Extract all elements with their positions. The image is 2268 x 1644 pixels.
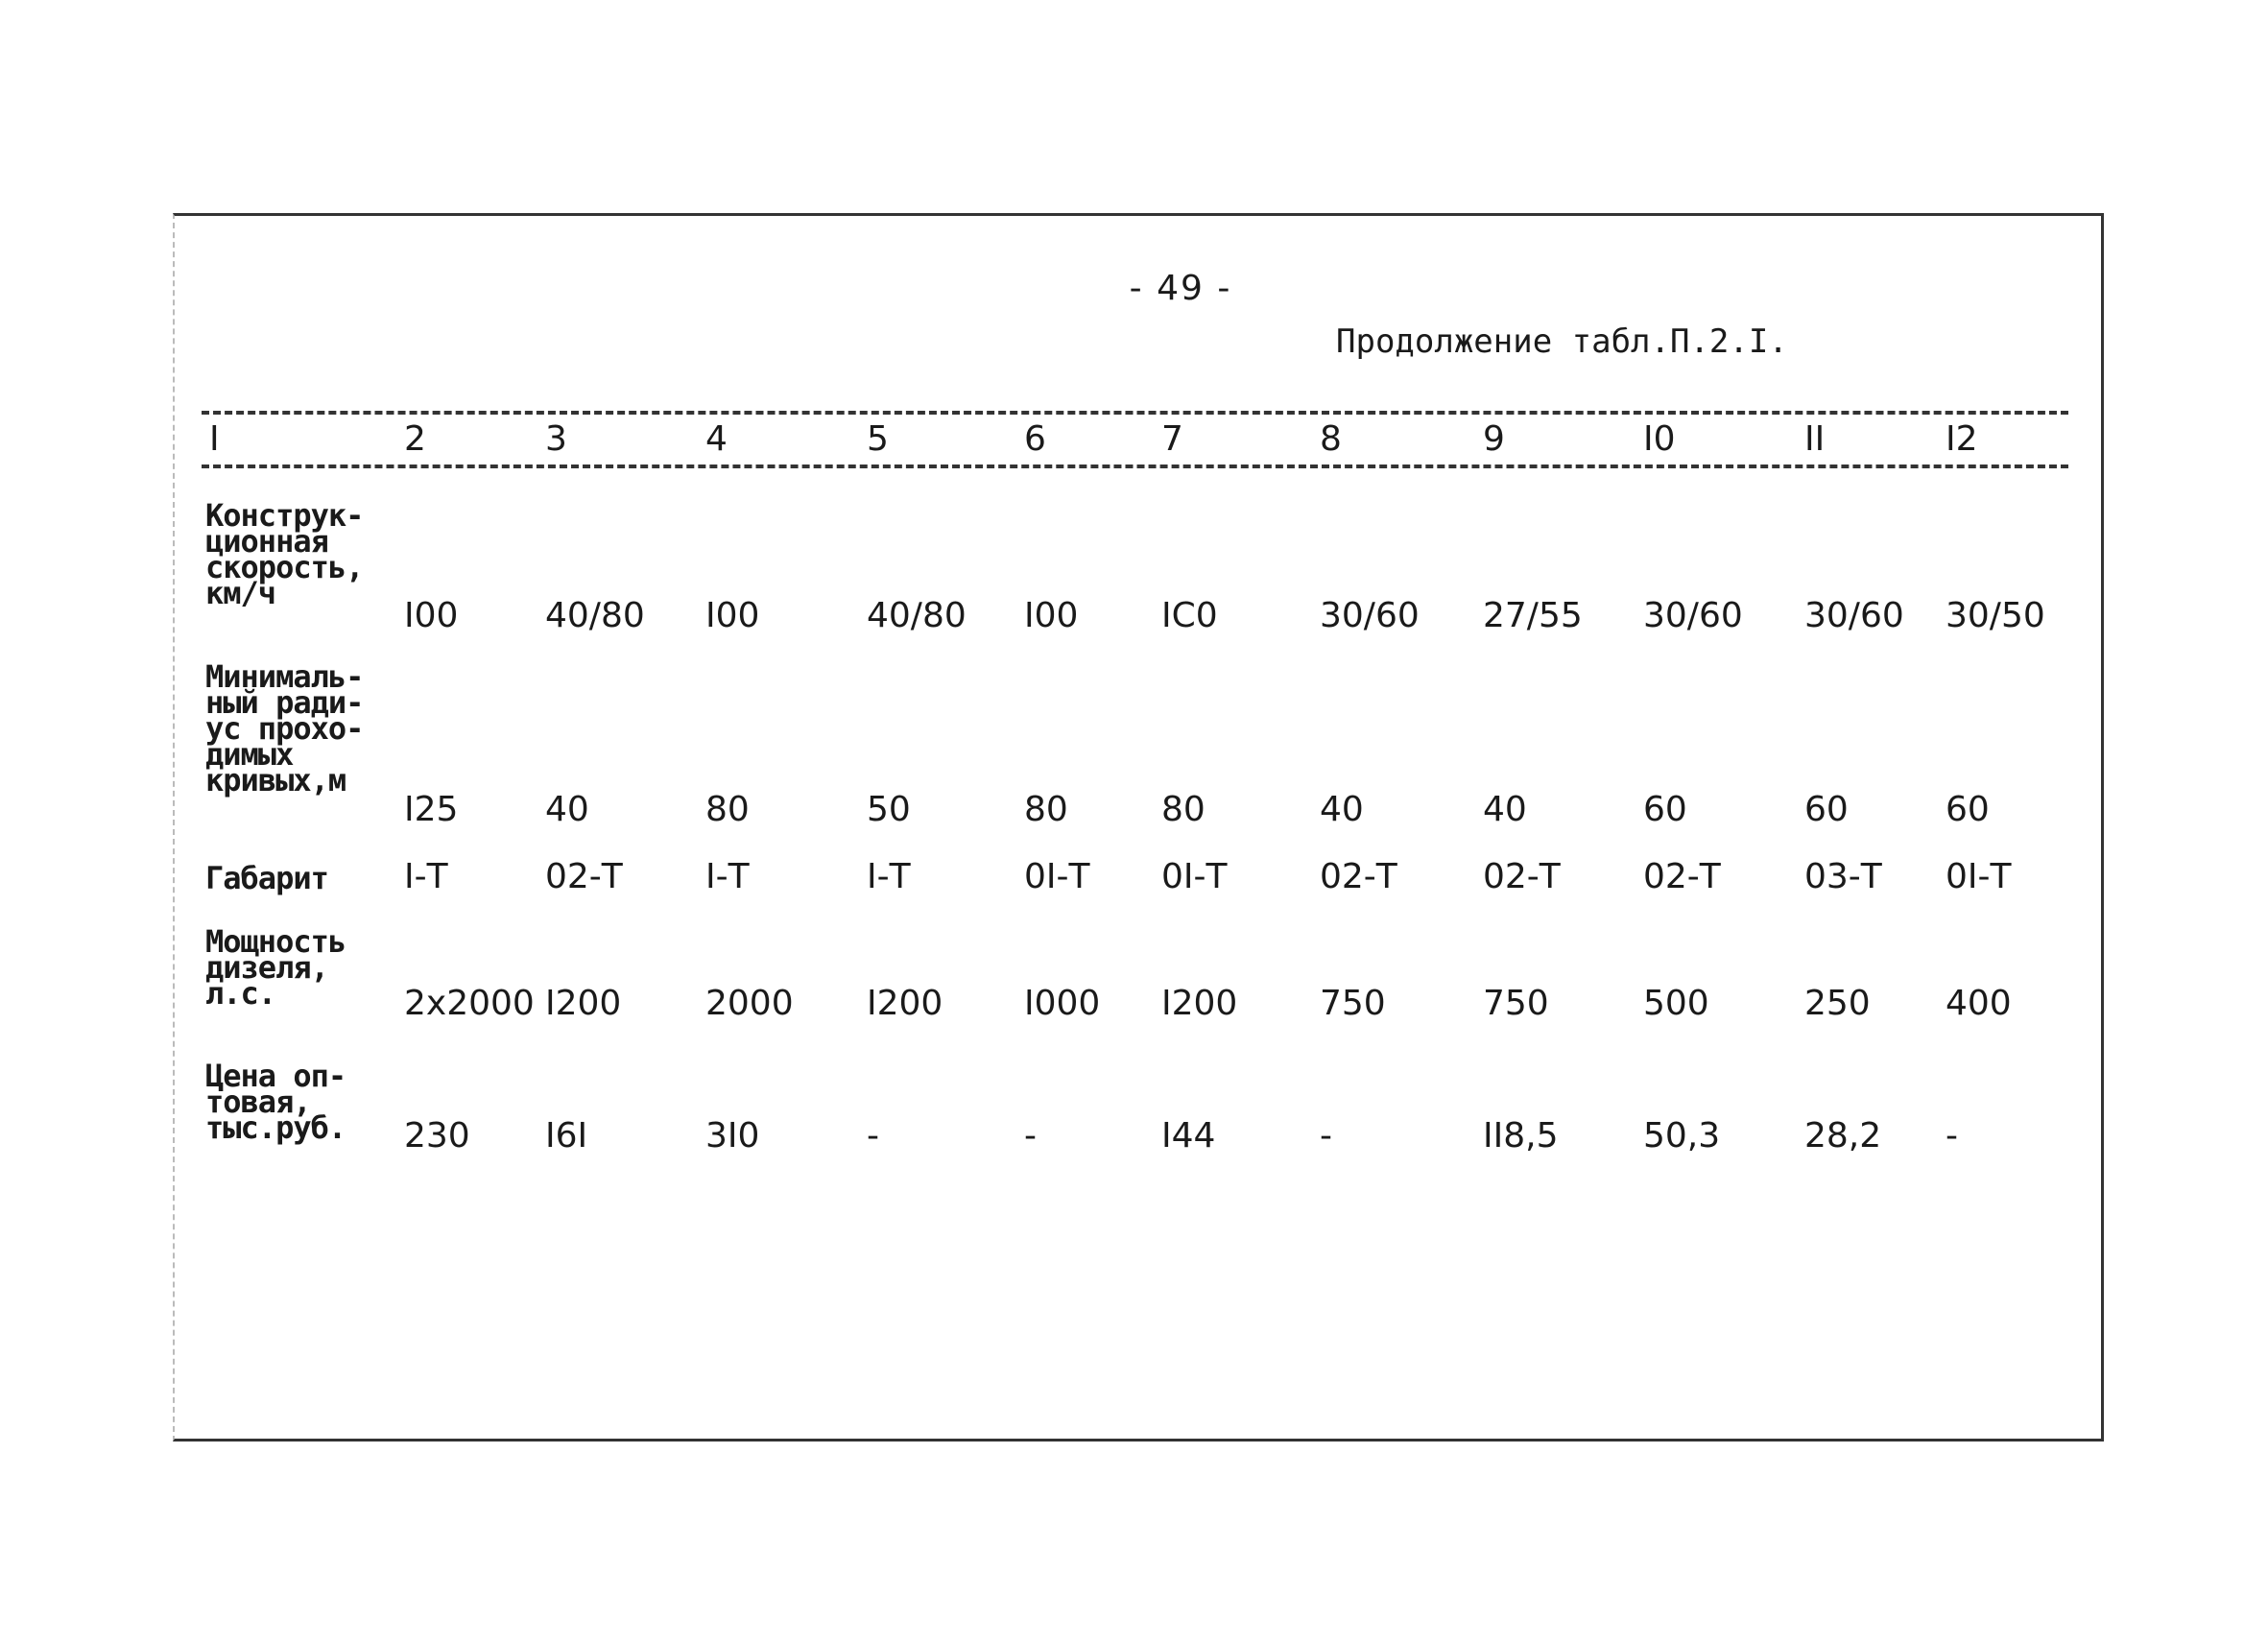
table-cell: I200 (867, 984, 943, 1023)
table-cell: 80 (1024, 790, 1068, 829)
table-cell: 2х2000 (404, 984, 535, 1023)
column-number-1: I (209, 419, 220, 459)
row-label-price: Цена оп- товая, тыс.руб. (205, 1058, 346, 1146)
table-cell: 250 (1804, 984, 1871, 1023)
row-label-gauge: Габарит (205, 860, 328, 896)
table-cell: - (1946, 1116, 1958, 1156)
header-top-rule (202, 411, 2068, 415)
column-number-2: 2 (404, 419, 426, 459)
table-caption: Продолжение табл.П.2.I. (1336, 322, 1788, 361)
column-number-12: I2 (1946, 419, 1978, 459)
table-cell: 40 (1483, 790, 1527, 829)
table-cell: I6I (545, 1116, 588, 1156)
table-cell: I00 (705, 596, 760, 635)
table-cell: II8,5 (1483, 1116, 1559, 1156)
table-cell: - (1320, 1116, 1332, 1156)
table-cell: I00 (404, 596, 459, 635)
table-cell: 80 (705, 790, 750, 829)
table-cell: I44 (1161, 1116, 1216, 1156)
table-cell: 02-Т (1320, 857, 1397, 896)
table-cell: 0I-Т (1024, 857, 1090, 896)
column-number-3: 3 (545, 419, 567, 459)
table-cell: 3I0 (705, 1116, 760, 1156)
row-label-design-speed: Конструк- ционная скорость, км/ч (205, 497, 364, 611)
table-cell: 400 (1946, 984, 2012, 1023)
table-cell: 80 (1161, 790, 1206, 829)
table-cell: 230 (404, 1116, 470, 1156)
table-cell: 500 (1643, 984, 1709, 1023)
column-number-11: II (1804, 419, 1826, 459)
row-label-diesel-power: Мощность дизеля, л.с. (205, 923, 346, 1012)
table-cell: 30/50 (1946, 596, 2045, 635)
column-number-9: 9 (1483, 419, 1505, 459)
table-cell: I25 (404, 790, 459, 829)
table-cell: I000 (1024, 984, 1101, 1023)
table-cell: I200 (545, 984, 622, 1023)
table-cell: 02-Т (1483, 857, 1561, 896)
table-cell: 30/60 (1804, 596, 1904, 635)
table-cell: I00 (1024, 596, 1079, 635)
row-label-min-radius: Минималь- ный ради- ус прохо- димых кривых,м (205, 658, 364, 798)
table-cell: 30/60 (1320, 596, 1420, 635)
table-cell: 50,3 (1643, 1116, 1721, 1156)
column-number-6: 6 (1024, 419, 1046, 459)
table-cell: 03-Т (1804, 857, 1882, 896)
table-cell: 40/80 (545, 596, 645, 635)
table-cell: 60 (1643, 790, 1687, 829)
table-cell: 40 (1320, 790, 1364, 829)
table-cell: I200 (1161, 984, 1238, 1023)
header-bottom-rule (202, 465, 2068, 468)
table-cell: I-Т (705, 857, 750, 896)
table-cell: 30/60 (1643, 596, 1743, 635)
table-cell: 60 (1804, 790, 1849, 829)
table-cell: 0I-Т (1161, 857, 1228, 896)
table-cell: 2000 (705, 984, 794, 1023)
table-cell: 50 (867, 790, 911, 829)
table-cell: 02-Т (1643, 857, 1721, 896)
column-number-8: 8 (1320, 419, 1342, 459)
table-cell: 60 (1946, 790, 1990, 829)
table-cell: - (1024, 1116, 1037, 1156)
table-cell: 27/55 (1483, 596, 1583, 635)
column-number-4: 4 (705, 419, 728, 459)
page-number: - 49 - (1129, 269, 1232, 308)
column-number-7: 7 (1161, 419, 1183, 459)
table-cell: - (867, 1116, 879, 1156)
table-cell: 28,2 (1804, 1116, 1882, 1156)
column-number-5: 5 (867, 419, 889, 459)
table-cell: 02-Т (545, 857, 623, 896)
table-cell: I-Т (867, 857, 911, 896)
table-cell: I-Т (404, 857, 448, 896)
table-cell: 0I-Т (1946, 857, 2012, 896)
table-cell: 750 (1483, 984, 1549, 1023)
table-cell: 40/80 (867, 596, 967, 635)
column-number-10: I0 (1643, 419, 1676, 459)
table-cell: 40 (545, 790, 589, 829)
table-cell: 750 (1320, 984, 1386, 1023)
table-cell: IC0 (1161, 596, 1218, 635)
